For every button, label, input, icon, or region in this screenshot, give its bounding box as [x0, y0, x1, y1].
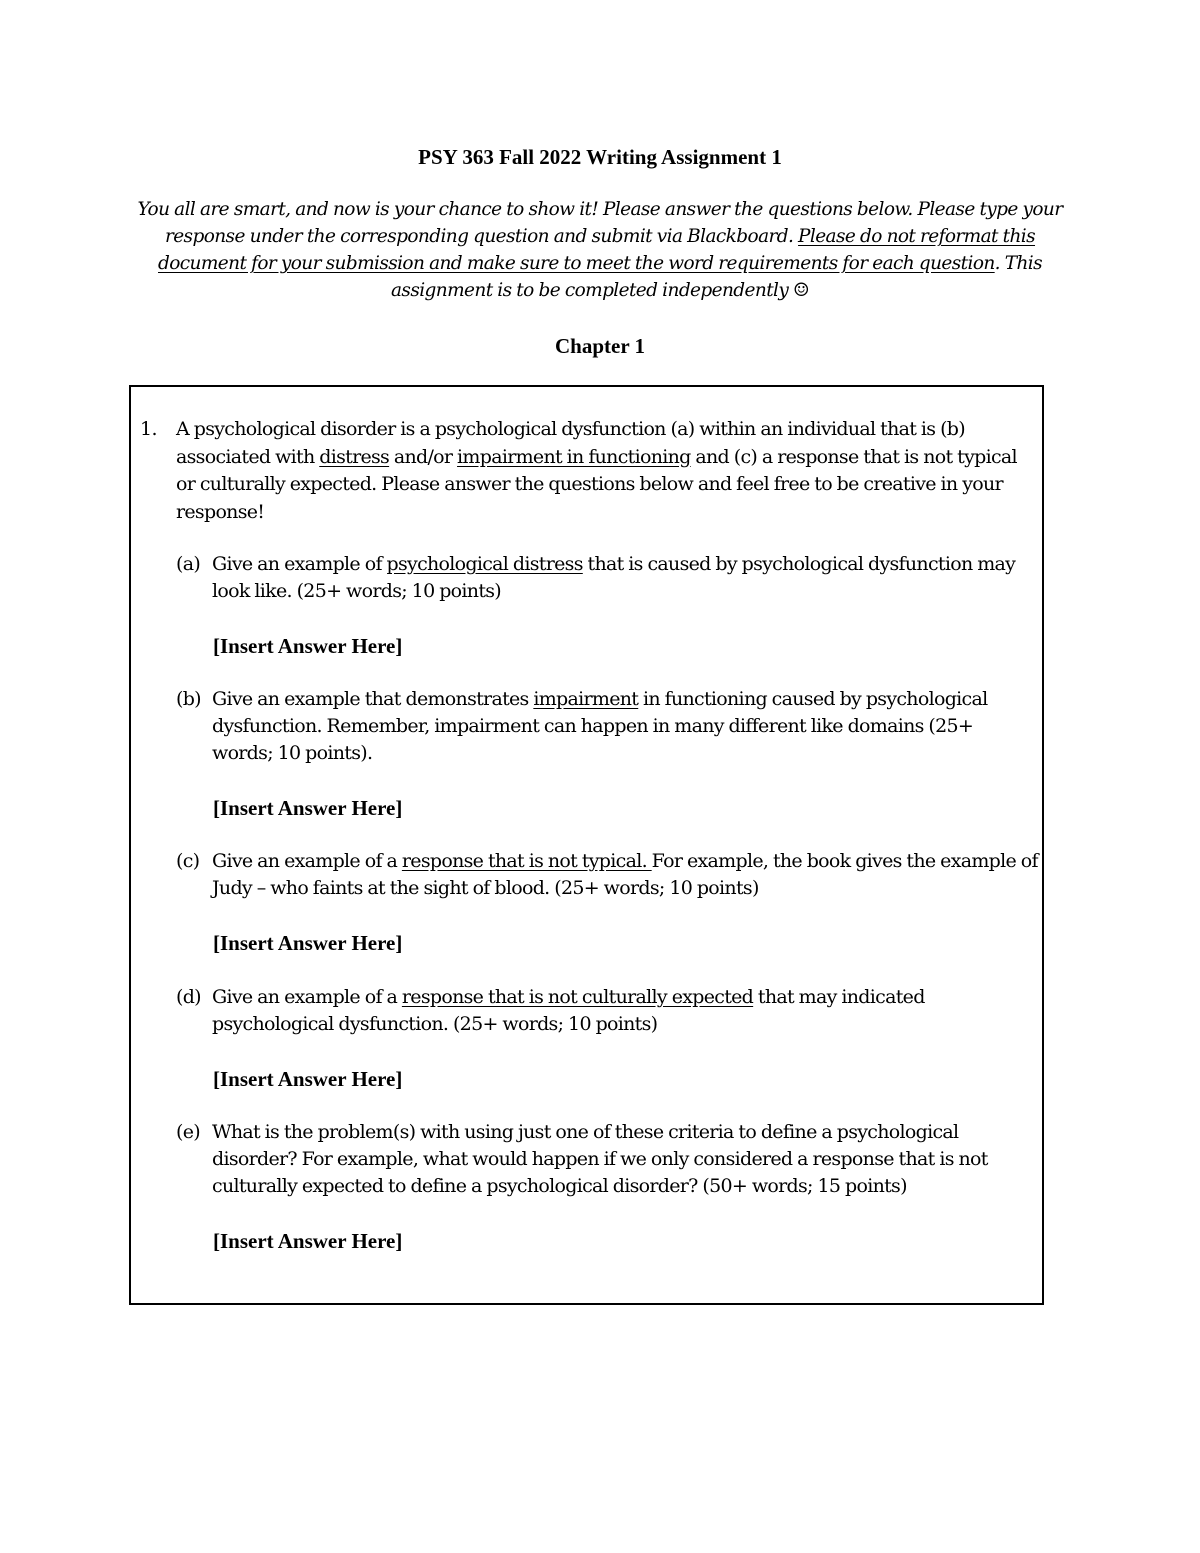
subquestion-b: [176, 686, 1038, 767]
answer-placeholder[interactable]: [Insert Answer Here]: [213, 634, 403, 658]
answer-placeholder[interactable]: [Insert Answer Here]: [213, 1067, 403, 1091]
question-text: A psychological disorder is a psychological dysfunction (a) within an individual that is (b) associated with distress and/or impairment in functioning and (c) a response that is not typical or culturally expected. Please answer the questions below and feel free to be creative in your response!: [176, 418, 1017, 523]
intro-underlined-text: Please do not reformat this document for your submission and make sure to meet the word requirements for each question: [158, 226, 1036, 274]
underlined-term: psychological distress: [386, 553, 583, 575]
chapter-heading: Chapter 1: [554, 334, 646, 358]
subquestion-text: What is the problem(s) with using just one of these criteria to define a psychological disorder? For example, what would happen if we only considered a response that is not culturally expected to define a psychological disorder? (50+ words; 15 points): [212, 1121, 988, 1197]
intro-text: You all are smart, and now is your chance to show it! Please answer the questions below. Please type your response under the corresponding question and submit via Blackboard.: [137, 199, 1063, 247]
subquestion-a: [176, 551, 1038, 605]
subquestion-d: [176, 984, 1038, 1038]
underlined-term: response that is not culturally expected: [401, 986, 754, 1008]
subquestion-text: Give an example that demonstrates impairment in functioning caused by psychological dysfunction. Remember, impairment can happen in many different like domains (25+ words; 10 points).: [212, 688, 988, 764]
subquestion-text: Give an example of psychological distress that is caused by psychological dysfunction may look like. (25+ words; 10 points): [212, 553, 1016, 602]
subquestion-label: (c): [176, 850, 200, 872]
question-number: 1.: [140, 418, 157, 440]
answer-placeholder[interactable]: [Insert Answer Here]: [213, 796, 403, 820]
subquestion-text: Give an example of a response that is not typical. For example, the book gives the example of Judy – who faints at the sight of blood. (25+ words; 10 points): [212, 850, 1038, 899]
subquestion-text: Give an example of a response that is not culturally expected that may indicated psychological dysfunction. (25+ words; 10 points): [212, 986, 925, 1035]
underlined-term: impairment in functioning: [457, 445, 691, 468]
underlined-term: impairment: [533, 688, 639, 710]
subquestion-label: (b): [176, 688, 201, 710]
document-title: PSY 363 Fall 2022 Writing Assignment 1: [418, 145, 782, 169]
subquestion-c: [176, 848, 1038, 902]
answer-placeholder[interactable]: [Insert Answer Here]: [213, 931, 403, 955]
answer-placeholder[interactable]: [Insert Answer Here]: [213, 1229, 403, 1253]
subquestion-label: (a): [176, 553, 201, 575]
intro-paragraph: [120, 196, 1080, 304]
subquestion-e: [176, 1119, 1038, 1200]
intro-text-end: . This assignment is to be completed independently ☺: [391, 253, 1042, 301]
underlined-term: response that is not typical.: [401, 850, 652, 872]
subquestion-label: (e): [176, 1121, 200, 1143]
subquestion-label: (d): [176, 986, 201, 1008]
underlined-term: distress: [319, 445, 390, 468]
